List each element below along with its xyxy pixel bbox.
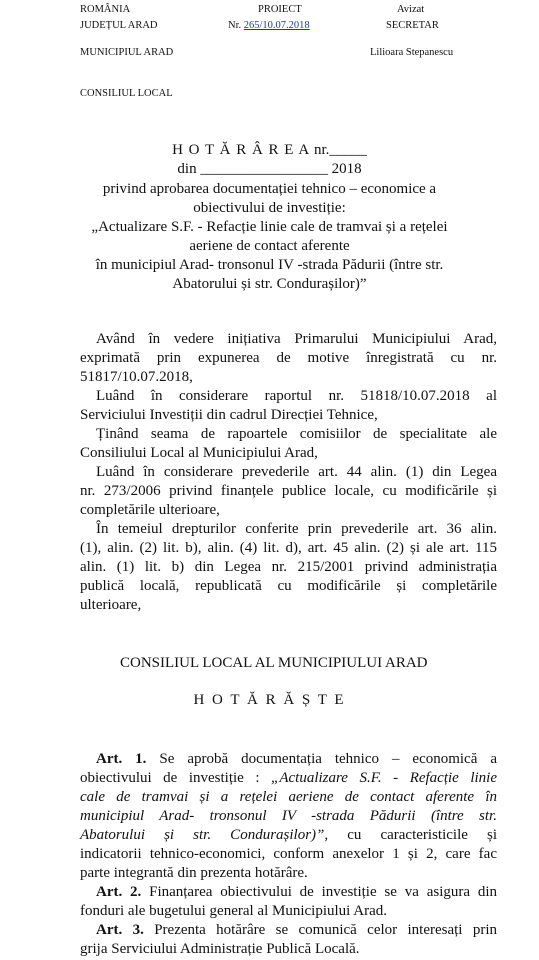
decision-title: H O T Ă R Â R E A nr._____ (172, 142, 367, 158)
decides-heading: H O T Ă R Ă Ș T E (193, 692, 346, 708)
header-county: JUDEȚUL ARAD (80, 20, 158, 31)
header-municipality: MUNICIPIUL ARAD (80, 47, 174, 58)
preamble-paragraph: În temeiul drepturilor conferite prin prevederile art. 36 alin. (1), alin. (2) lit. b), alin. (4) lit. d), art. 45 alin. (2) și ale art. 115 alin. (1) lit. b) din Legea nr. 215/2001 privind administrația publică locală, republicată cu modificările și completările ulterioare, (80, 521, 497, 613)
header-project-number: Nr. 265/10.07.2018 (228, 20, 310, 31)
article-3-label: Art. 3. (96, 922, 144, 938)
preamble (80, 330, 497, 615)
preamble-paragraph: Ținând seama de rapoartele comisiilor de specialitate ale Consiliului Local al Municipiului Arad, (80, 426, 497, 461)
title-line-6: Abatorului și str. Condurașilor)” (172, 276, 367, 292)
title-line-2: obiectivului de investiție: (193, 200, 346, 216)
header-council: CONSILIUL LOCAL (80, 88, 173, 99)
preamble-paragraph: Luând în considerare prevederile art. 44 alin. (1) din Legea nr. 273/2006 privind finanțele publice locale, cu modificările și completările ulterioare, (80, 464, 497, 518)
article-1: Art. 1. Se aprobă documentația tehnico – economică a obiectivului de investiție : „Actualizare S.F. - Refacție linie cale de tramvai și a rețelei aeriene de contact aferente în municipiul Arad- tronsonul IV -strada Pădurii (între str. Abatorului și str. Condurașilor)”, cu caracteristicile și indicatorii tehnico-economici, conform anexelor 1 și 2, care fac parte integrantă din prezenta hotărâre. (80, 751, 497, 881)
title-line-1: privind aprobarea documentației tehnico – economice a (102, 181, 437, 197)
header-approved: Avizat (397, 4, 425, 15)
preamble-paragraph: Având în vedere inițiativa Primarului Municipiului Arad, exprimată prin expunerea de motive înregistrată cu nr. 51817/10.07.2018, (80, 331, 497, 385)
project-number-link[interactable]: 265/10.07.2018 (243, 20, 310, 31)
header-country: ROMÂNIA (80, 4, 131, 15)
decision-date: din _________________ 2018 (177, 161, 362, 177)
preamble-paragraph: Luând în considerare raportul nr. 51818/10.07.2018 al Serviciului Investiții din cadrul Direcției Tehnice, (80, 388, 497, 423)
title-line-3: „Actualizare S.F. - Refacție linie cale de tramvai și a rețelei (91, 219, 448, 235)
article-3: Art. 3. Prezenta hotărâre se comunică celor interesați prin grija Serviciului Administrație Publică Locală. (80, 922, 497, 957)
article-2: Art. 2. Finanțarea obiectivului de investiție se va asigura din fonduri ale bugetului general al Municipiului Arad. (80, 884, 497, 919)
header-secretary: SECRETAR (386, 20, 439, 31)
header-project: PROIECT (258, 4, 302, 15)
council-heading: CONSILIUL LOCAL AL MUNICIPIULUI ARAD (120, 655, 428, 671)
article-1-label: Art. 1. (96, 751, 147, 767)
title-line-4: aeriene de contact aferente (189, 238, 350, 254)
title-line-5: în municipiul Arad- tronsonul IV -strada Pădurii (între str. (95, 257, 444, 273)
article-2-label: Art. 2. (96, 884, 142, 900)
header-secretary-name: Lilioara Stepanescu (370, 47, 454, 58)
articles (80, 750, 497, 959)
